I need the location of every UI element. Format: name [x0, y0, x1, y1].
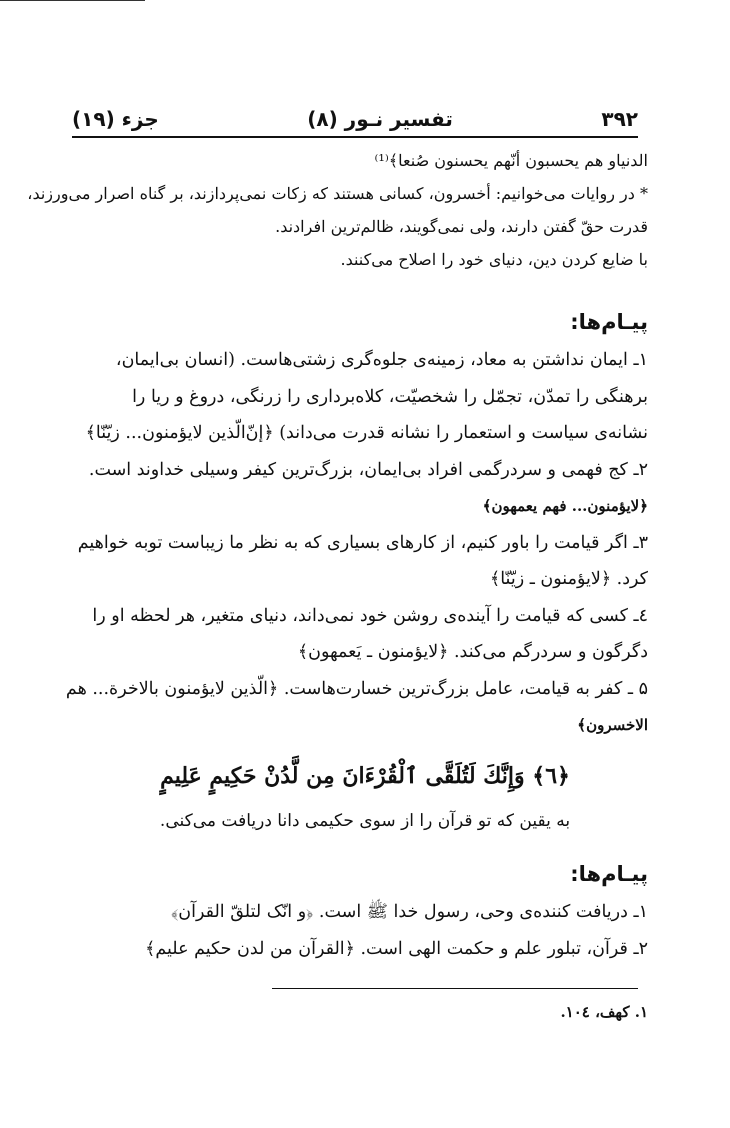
page-number: ۳۹۲	[601, 107, 638, 131]
top-edge-mark	[0, 0, 145, 1]
intro-section	[27, 144, 648, 276]
intro-line: قدرت حقّ گفتن دارند، ولی نمی‌گویند، ظالم‌ترین افرادند.	[275, 217, 648, 236]
page-header	[72, 104, 638, 134]
messages-section-1	[65, 306, 648, 744]
message-line: الاخسرون﴾	[577, 716, 648, 734]
message-line: ۳ـ اگر قیامت را باور کنیم، از کارهای بسیاری که به نظر ما زیباست توبه خواهیم	[77, 532, 648, 553]
intro-line: الدنیاو هم یحسبون أنّهم یحسنون صُنعا﴾⁽¹⁾	[374, 151, 648, 170]
message-line: ۱ـ ایمان نداشتن به معاد، زمینه‌ی جلوه‌گری زشتی‌هاست. (انسان بی‌ایمان،	[115, 350, 648, 370]
footnote-divider	[272, 988, 638, 989]
message-line: نشانه‌ی سیاست و استعمار را نشانه قدرت می‌داند) ﴿إنّ‌الّذین لایؤمنون... زیّنّا﴾	[85, 423, 648, 443]
messages-section-2	[68, 858, 648, 967]
message-line: ۲ـ قرآن، تبلور علم و حکمت الهی است. ﴿القرآن من لدن حکیم علیم﴾	[145, 938, 648, 959]
message-line: ۲ـ کج فهمی و سردرگمی افراد بی‌ایمان، بزرگ‌ترین کیفر وسیلی خداوند است.	[88, 459, 648, 480]
quran-verse: ﴿٦﴾ وَإِنَّكَ لَتُلَقَّى ٱلْقُرْءَانَ مِن لَّدُنْ حَكِيمٍ عَلِيمٍ	[160, 763, 570, 789]
message-line: ۱ـ دریافت کننده‌ی وحی، رسول خدا ﷺ است. ﴿و انّک لتلقّ القرآن﴾	[171, 902, 648, 922]
book-title: تفسیر نـور (۸)	[307, 107, 453, 131]
message-line: ﴿لایؤمنون... فهم یعمهون﴾	[482, 497, 648, 515]
section-title: پیـام‌ها:	[570, 862, 648, 886]
section-title: پیـام‌ها:	[570, 310, 648, 334]
message-line: دگرگون و سردرگم می‌کند. ﴿لایؤمنون ـ یَعمهون﴾	[297, 642, 648, 662]
message-line: ۵ ـ کفر به قیامت، عامل بزرگ‌ترین خسارت‌هاست. ﴿الّذین لایؤمنون بالاخرة... هم	[65, 678, 648, 699]
message-line: ٤ـ کسی که قیامت را آینده‌ی روشن خود نمی‌داند، دنیای متغیر، هر لحظه او را	[92, 605, 648, 626]
intro-line: با ضایع کردن دین، دنیای خود را اصلاح می‌کنند.	[340, 250, 648, 269]
verse-translation: به یقین که تو قرآن را از سوی حکیمی دانا دریافت می‌کنی.	[159, 811, 571, 831]
intro-line: * در روایات می‌خوانیم: أخسرون، کسانی هستند که زکات نمی‌پردازند، بر گناه اصرار می‌ورزند،	[27, 184, 648, 203]
header-divider	[72, 136, 638, 138]
juz-label: جزء (۱۹)	[72, 107, 159, 131]
message-line: کرد. ﴿لایؤمنون ـ زیّنّا﴾	[489, 569, 648, 589]
message-line: برهنگی را تمدّن، تجمّل را شخصیّت، کلاه‌برداری را زرنگی، دروغ و ریا را	[132, 386, 648, 407]
footnote: ۱. کهف، ۱۰٤.	[560, 1003, 648, 1021]
